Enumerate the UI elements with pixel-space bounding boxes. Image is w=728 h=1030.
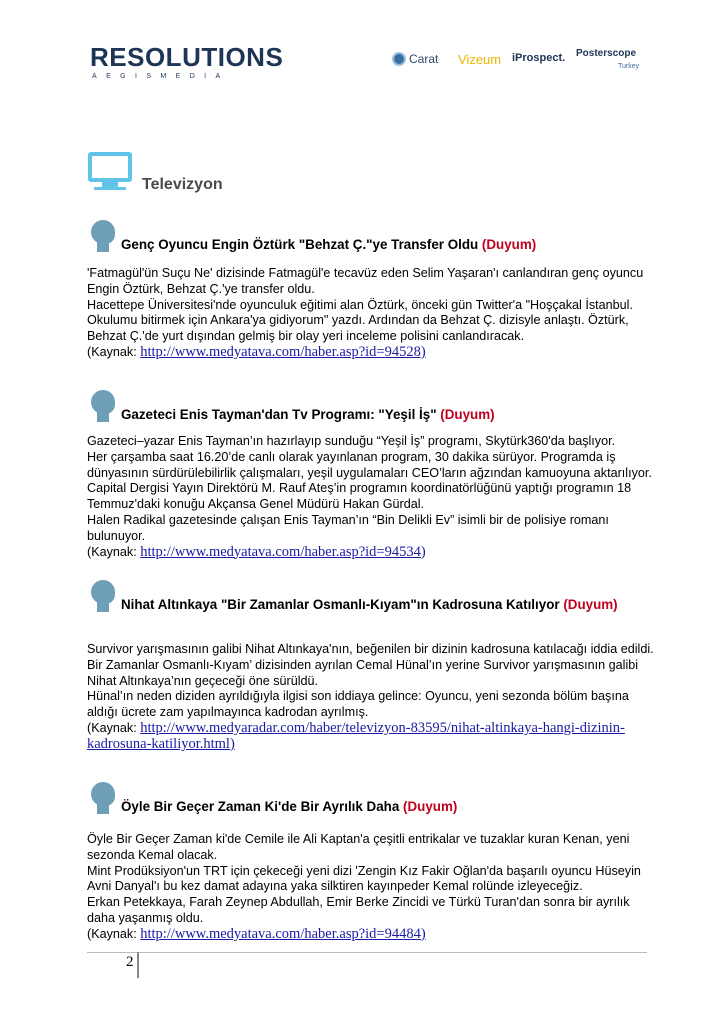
article-paragraph: Survivor yarışmasının galibi Nihat Altınkaya'nın, beğenilen bir dizinin kadrosuna katılacağı iddia edildi. Bir Zamanlar Osmanlı-Kıyam’ dizisinden ayrılan Cemal Hünal’ın yerine Survivor yarışmasının galibi Nihat Altınkaya’nın geçeceği öne sürüldü.	[87, 642, 654, 688]
page-number: 2	[126, 954, 134, 970]
article-title-text: Gazeteci Enis Tayman'dan Tv Programı: "Yeşil İş"	[121, 407, 441, 422]
source-label: (Kaynak:	[87, 544, 141, 559]
duyum-tag: (Duyum)	[403, 799, 458, 814]
section-title: Televizyon	[142, 176, 223, 193]
article-paragraph: Öyle Bir Geçer Zaman ki'de Cemile ile Ali Kaptan'a çeşitli entrikalar ve tuzaklar kuran Kenan, yeni sezonda Kemal olacak.	[87, 832, 630, 862]
article-title-text: Genç Oyuncu Engin Öztürk "Behzat Ç."ye Transfer Oldu	[121, 237, 482, 252]
article-paragraph: Her çarşamba saat 16.20’de canlı olarak yayınlanan program, 30 dakika sürüyor. Programda iş dünyasının sürdürülebilirlik çalışmaları, yeşil uygulamaları CEO’ların ağzından kamuoyuna aktarılıyor. Capital Dergisi Yayın Direktörü M. Rauf Ateş’in programın koordinatörlüğünü yaptığı programın 18 Temmuz'daki konuğu Akçansa Genel Müdürü Hakan Gürdal.	[87, 449, 652, 512]
article-body	[87, 642, 657, 753]
article-paragraph: Hünal’ın neden diziden ayrıldığıyla ilgisi son iddiaya gelince: Oyuncu, yeni sezonda bölüm başına aldığı ücrete zam yapılmayınca kadrodan ayrılmış.	[87, 689, 629, 720]
source-label: (Kaynak:	[87, 926, 141, 941]
article-title-text: Öyle Bir Geçer Zaman Ki'de Bir Ayrılık Daha	[121, 799, 404, 814]
posterscope-logo: Posterscope	[576, 48, 637, 59]
source-link[interactable]: http://www.medyatava.com/haber.asp?id=94484)	[140, 925, 426, 942]
article-source	[87, 345, 657, 361]
vizeum-logo: Vizeum	[458, 52, 502, 67]
article-paragraph: Gazeteci–yazar Enis Tayman’ın hazırlayıp sunduğu “Yeşil İş” programı, Skytürk360'da başlıyor.	[87, 434, 616, 448]
article-title	[87, 798, 647, 816]
carat-mark-icon	[392, 52, 406, 66]
article-paragraph: Halen Radikal gazetesinde çalışan Enis Tayman’ın “Bin Delikli Ev” isimli bir de polisiye romanı bulunuyor.	[87, 512, 609, 543]
article-paragraph: Hacettepe Üniversitesi'nde oyunculuk eğitimi alan Öztürk, önceki gün Twitter'a "Hoşçakal İstanbul. Okulumu bitirmek için Ankara'ya gidiyorum" yazdı. Ardından da Behzat Ç. dizisyle anlaştı. Öztürk, Behzat Ç.'de yurt dışından gelmiş bir olay yeri inceleme polisini canlandıracak.	[87, 297, 633, 344]
article-body	[87, 266, 657, 361]
section-heading	[88, 152, 288, 198]
page-number-bar	[137, 952, 139, 978]
article-source	[87, 545, 657, 561]
source-label: (Kaynak:	[87, 344, 141, 359]
logo-main-text: RESOLUTIONS	[90, 42, 284, 72]
resolutions-logo	[90, 44, 283, 80]
source-label: (Kaynak:	[87, 720, 141, 735]
iprospect-logo: iProspect.	[512, 52, 566, 64]
source-link[interactable]: http://www.medyatava.com/haber.asp?id=94534)	[140, 543, 426, 560]
article-paragraph: 'Fatmagül'ün Suçu Ne' dizisinde Fatmagül'e tecavüz eden Selim Yaşaran'ı canlandıran genç oyuncu Engin Öztürk, Behzat Ç.'ye transfer oldu.	[87, 266, 644, 296]
source-link[interactable]: http://www.medyatava.com/haber.asp?id=94528)	[140, 343, 426, 360]
carat-label: Carat	[409, 52, 439, 66]
article-paragraph: Erkan Petekkaya, Farah Zeynep Abdullah, Emir Berke Zincidi ve Türkü Turan'dan sonra bir ayrılık daha yaşanmış oldu.	[87, 895, 630, 925]
logo-sub-text: AEGISMEDIA	[92, 73, 230, 80]
posterscope-turkey-label: Turkey	[618, 63, 640, 70]
duyum-tag: (Duyum)	[481, 237, 537, 252]
television-base-icon	[94, 187, 126, 190]
article-title-text: Nihat Altınkaya "Bir Zamanlar Osmanlı-Kıyam"ın Kadrosuna Katılıyor	[121, 597, 564, 612]
carat-logo	[392, 52, 438, 66]
article-body	[87, 832, 657, 943]
television-icon	[88, 152, 132, 182]
page-header	[0, 0, 728, 90]
article-title	[87, 236, 647, 254]
source-link[interactable]: http://www.medyaradar.com/haber/televizyon-83595/nihat-altinkaya-hangi-dizinin-kadrosuna-katiliyor.html)	[87, 719, 625, 752]
article-title	[87, 406, 647, 424]
brand-logos	[390, 48, 640, 88]
article-paragraph: Mint Prodüksiyon'un TRT için çekeceği yeni dizi 'Zengin Kız Fakir Oğlan'da başarılı oyuncu Hüseyin Avni Danyal'ı bu kez damat adayına yaka silktiren kayınpeder Kemal rolünde izleyeceğiz.	[87, 863, 641, 894]
duyum-tag: (Duyum)	[440, 407, 495, 422]
article-title	[87, 596, 647, 614]
footer-divider	[87, 952, 647, 953]
duyum-tag: (Duyum)	[563, 597, 618, 612]
article-body	[87, 434, 657, 560]
article-source	[87, 927, 657, 943]
article-source	[87, 721, 657, 753]
